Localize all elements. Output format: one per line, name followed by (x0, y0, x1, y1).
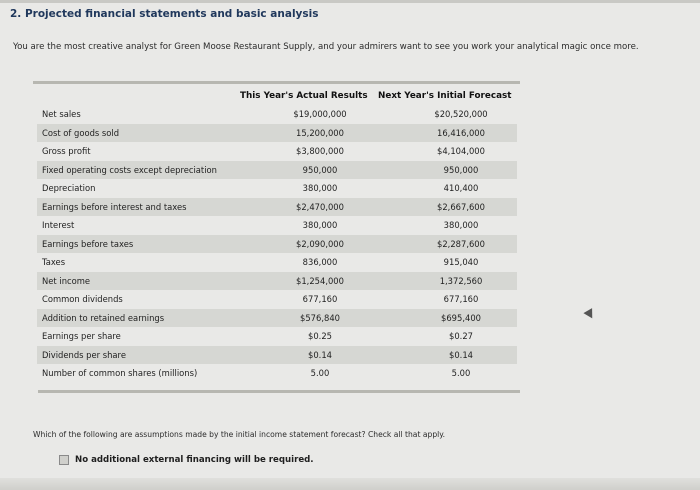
option-label: No additional external financing will be required. (75, 455, 314, 465)
forecast-value: $695,400 (441, 312, 481, 323)
actual-value: $2,090,000 (296, 238, 344, 249)
forecast-value: 410,400 (443, 183, 479, 193)
forecast-value: 915,040 (443, 257, 479, 267)
table-row (37, 142, 517, 161)
forecast-value: 5.00 (451, 368, 471, 378)
actual-value: 836,000 (302, 257, 338, 267)
mouse-cursor-icon (583, 308, 596, 321)
forecast-value: 16,416,000 (437, 127, 485, 138)
actual-value: 950,000 (302, 164, 338, 175)
row-label: Earnings per share (42, 331, 121, 341)
table-row (37, 253, 517, 272)
table-row (37, 105, 517, 124)
row-label: Taxes (42, 257, 66, 267)
checkbox[interactable] (59, 455, 69, 465)
row-label: Earnings before taxes (42, 238, 134, 249)
income-statement-table (37, 105, 517, 383)
forecast-value: 380,000 (443, 220, 479, 230)
table-row (37, 346, 517, 365)
actual-value: 380,000 (302, 183, 338, 193)
actual-value: $0.25 (308, 331, 332, 341)
forecast-value: $20,520,000 (434, 109, 488, 119)
forecast-value: 1,372,560 (439, 275, 483, 286)
bottom-shadow (0, 478, 700, 490)
actual-value: $0.14 (308, 349, 332, 360)
actual-value: 5.00 (310, 368, 330, 378)
row-label: Common dividends (42, 294, 123, 304)
table-row (37, 161, 517, 180)
row-label: Gross profit (42, 146, 91, 156)
forecast-value: $2,667,600 (437, 201, 485, 212)
table-row (37, 235, 517, 254)
forecast-value: $0.14 (449, 349, 473, 360)
table-row (37, 179, 517, 198)
row-label: Earnings before interest and taxes (42, 201, 187, 212)
table-top-rule (33, 81, 520, 84)
forecast-value: $0.27 (449, 331, 473, 341)
row-label: Cost of goods sold (42, 127, 120, 138)
table-row (37, 272, 517, 291)
table-row (37, 124, 517, 143)
row-label: Dividends per share (42, 349, 126, 360)
actual-value: $3,800,000 (296, 146, 344, 156)
forecast-value: $4,104,000 (437, 146, 485, 156)
option-no-external-financing[interactable] (59, 455, 314, 465)
row-label: Addition to retained earnings (42, 312, 165, 323)
row-label: Depreciation (42, 183, 96, 193)
actual-value: 677,160 (302, 294, 338, 304)
table-row (37, 290, 517, 309)
row-label: Fixed operating costs except depreciation (42, 164, 217, 175)
actual-value: 15,200,000 (296, 127, 344, 138)
row-label: Net income (42, 275, 91, 286)
page-title: 2. Projected financial statements and basic analysis (10, 8, 319, 20)
forecast-value: 677,160 (443, 294, 479, 304)
forecast-value: 950,000 (443, 164, 479, 175)
forecast-value: $2,287,600 (437, 238, 485, 249)
question-prompt: Which of the following are assumptions made by the initial income statement forecast? Check all that apply. (33, 430, 446, 439)
intro-text: You are the most creative analyst for Green Moose Restaurant Supply, and your admirers want to see you work your analytical magic once more. (13, 42, 639, 52)
header-initial-forecast: Next Year's Initial Forecast (378, 91, 512, 101)
table-row (37, 327, 517, 346)
table-row (37, 198, 517, 217)
row-label: Number of common shares (millions) (42, 368, 198, 378)
top-divider (0, 0, 700, 3)
actual-value: 380,000 (302, 220, 338, 230)
table-row (37, 364, 517, 383)
actual-value: $2,470,000 (296, 201, 344, 212)
table-bottom-rule (38, 390, 520, 393)
actual-value: $576,840 (300, 312, 340, 323)
table-row (37, 309, 517, 328)
actual-value: $19,000,000 (293, 109, 347, 119)
table-row (37, 216, 517, 235)
actual-value: $1,254,000 (296, 275, 344, 286)
row-label: Interest (42, 220, 75, 230)
row-label: Net sales (42, 109, 81, 119)
header-actual-results: This Year's Actual Results (240, 91, 368, 101)
